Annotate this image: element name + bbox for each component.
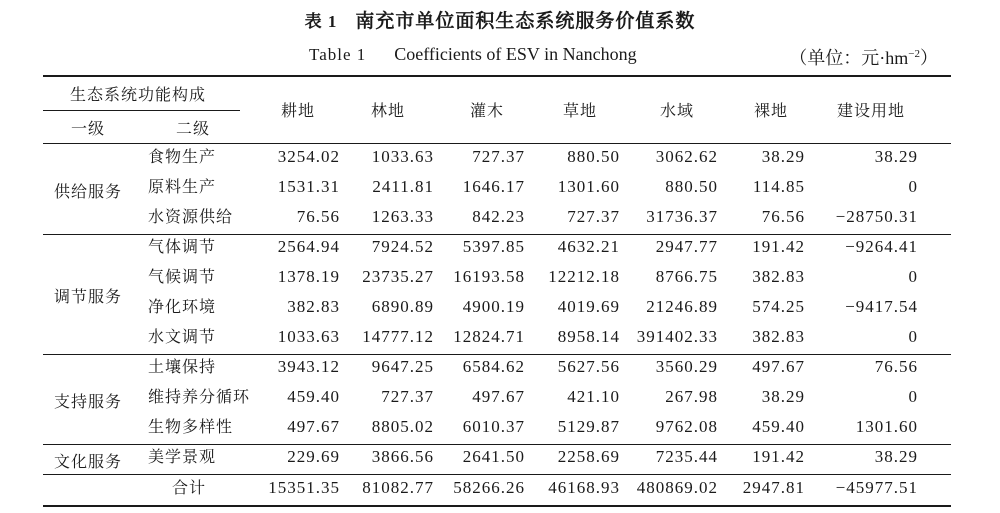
row-label: 水文调节 xyxy=(148,327,217,346)
table-cell: 7924.52 xyxy=(371,237,434,256)
table-cell: 459.40 xyxy=(752,417,805,436)
row-label: 气候调节 xyxy=(148,267,217,286)
column-header: 耕地 xyxy=(280,101,315,120)
total-cell: 480869.02 xyxy=(636,478,718,497)
table-cell: 2411.81 xyxy=(372,177,434,196)
table-cell: 6890.89 xyxy=(371,297,434,316)
table-cell: 9762.08 xyxy=(655,417,718,436)
table-cell: 459.40 xyxy=(287,387,340,406)
unit-suffix: ） xyxy=(920,48,938,68)
table-title-en xyxy=(309,44,637,65)
table-cell: 21246.89 xyxy=(646,297,718,316)
table-cell: 191.42 xyxy=(752,237,805,256)
table-cell: 31736.37 xyxy=(646,207,718,226)
table-title-en-text: Coefficients of ESV in Nanchong xyxy=(394,44,637,64)
table-cell: 421.10 xyxy=(567,387,620,406)
table-cell: 114.85 xyxy=(752,177,805,196)
table-cell: 76.56 xyxy=(761,207,805,226)
row-label: 气体调节 xyxy=(148,237,217,256)
group-divider xyxy=(43,444,951,445)
table-cell: 3560.29 xyxy=(655,357,718,376)
group-label: 支持服务 xyxy=(54,392,123,411)
table-cell: 382.83 xyxy=(752,327,805,346)
table-cell: 0 xyxy=(908,327,918,346)
table-cell: 12212.18 xyxy=(548,267,620,286)
table-cell: 12824.71 xyxy=(453,327,525,346)
row-label: 水资源供给 xyxy=(148,207,234,226)
table-cell: 497.67 xyxy=(752,357,805,376)
table-cell: 229.69 xyxy=(287,447,340,466)
table-cell: 0 xyxy=(908,267,918,286)
total-cell: −45977.51 xyxy=(835,478,918,497)
table-cell: 267.98 xyxy=(665,387,718,406)
row-label: 食物生产 xyxy=(148,147,217,166)
table-cell: 382.83 xyxy=(287,297,340,316)
group-divider xyxy=(43,474,951,475)
table-cell: 3254.02 xyxy=(277,147,340,166)
table-cell: 4632.21 xyxy=(557,237,620,256)
table-cell: 497.67 xyxy=(472,387,525,406)
column-header: 草地 xyxy=(562,101,597,120)
table-cell: 38.29 xyxy=(874,147,918,166)
table-cell: 880.50 xyxy=(567,147,620,166)
table-cell: 6584.62 xyxy=(462,357,525,376)
group-label: 调节服务 xyxy=(54,287,123,306)
table-cell: 1646.17 xyxy=(462,177,525,196)
total-label: 合计 xyxy=(172,478,207,497)
table-cell: 3062.62 xyxy=(655,147,718,166)
table-cell: 574.25 xyxy=(752,297,805,316)
table-cell: 5129.87 xyxy=(557,417,620,436)
table-cell: 2641.50 xyxy=(462,447,525,466)
table-cell: 16193.58 xyxy=(453,267,525,286)
column-header: 林地 xyxy=(370,101,405,120)
table-cell: 727.37 xyxy=(567,207,620,226)
total-cell: 2947.81 xyxy=(742,478,805,497)
table-cell: 7235.44 xyxy=(655,447,718,466)
unit-exponent: −2 xyxy=(908,48,920,60)
table-cell: 1378.19 xyxy=(277,267,340,286)
header-level2: 二级 xyxy=(176,119,211,138)
table-cell: 0 xyxy=(908,387,918,406)
table-cell: −9417.54 xyxy=(845,297,918,316)
table-bottom-rule xyxy=(43,505,951,507)
table-cell: 0 xyxy=(908,177,918,196)
row-label: 生物多样性 xyxy=(148,417,234,436)
column-header: 水域 xyxy=(659,101,694,120)
table-cell: 1263.33 xyxy=(371,207,434,226)
table-cell: 1301.60 xyxy=(855,417,918,436)
table-cell: 14777.12 xyxy=(362,327,434,346)
row-label: 原料生产 xyxy=(148,177,217,196)
table-number-cn: 表 1 xyxy=(304,12,338,31)
unit-label xyxy=(789,44,938,70)
table-cell: 2947.77 xyxy=(655,237,718,256)
table-cell: 2258.69 xyxy=(557,447,620,466)
table-cell: 1033.63 xyxy=(277,327,340,346)
table-cell: 191.42 xyxy=(752,447,805,466)
table-cell: 727.37 xyxy=(472,147,525,166)
table-cell: 23735.27 xyxy=(362,267,434,286)
column-header: 灌木 xyxy=(469,101,504,120)
header-bottom-rule xyxy=(43,143,951,144)
table-cell: 842.23 xyxy=(472,207,525,226)
total-cell: 15351.35 xyxy=(268,478,340,497)
table-cell: 1301.60 xyxy=(557,177,620,196)
table-title-cn-text: 南充市单位面积生态系统服务价值系数 xyxy=(355,10,696,32)
group-label: 供给服务 xyxy=(54,182,123,201)
table-cell: 3866.56 xyxy=(371,447,434,466)
table-cell: 8958.14 xyxy=(557,327,620,346)
group-divider xyxy=(43,234,951,235)
table-cell: 497.67 xyxy=(287,417,340,436)
table-top-rule xyxy=(43,75,951,77)
table-cell: 4019.69 xyxy=(557,297,620,316)
table-cell: 880.50 xyxy=(665,177,718,196)
row-label: 净化环境 xyxy=(148,297,217,316)
table-number-en: Table 1 xyxy=(309,45,367,64)
row-label: 土壤保持 xyxy=(148,357,217,376)
group-label: 文化服务 xyxy=(54,452,123,471)
table-cell: 1033.63 xyxy=(371,147,434,166)
table-cell: 6010.37 xyxy=(462,417,525,436)
table-cell: 38.29 xyxy=(874,447,918,466)
table-cell: 8766.75 xyxy=(655,267,718,286)
table-cell: 5397.85 xyxy=(462,237,525,256)
table-cell: 5627.56 xyxy=(557,357,620,376)
table-cell: −9264.41 xyxy=(845,237,918,256)
table-cell: 38.29 xyxy=(761,387,805,406)
table-cell: 391402.33 xyxy=(636,327,718,346)
row-label: 维持养分循环 xyxy=(148,387,251,406)
table-cell: 38.29 xyxy=(761,147,805,166)
table-cell: 1531.31 xyxy=(277,177,340,196)
column-header: 裸地 xyxy=(753,101,788,120)
table-title-cn xyxy=(0,6,1000,33)
table-cell: 3943.12 xyxy=(277,357,340,376)
row-label: 美学景观 xyxy=(148,447,217,466)
header-group-underline xyxy=(43,110,240,111)
table-cell: 2564.94 xyxy=(277,237,340,256)
total-cell: 46168.93 xyxy=(548,478,620,497)
table-cell: 76.56 xyxy=(874,357,918,376)
unit-prefix: （单位：元·hm xyxy=(789,48,909,68)
column-header: 建设用地 xyxy=(836,101,905,120)
group-divider xyxy=(43,354,951,355)
header-level1: 一级 xyxy=(71,119,106,138)
table-cell: 9647.25 xyxy=(371,357,434,376)
table-cell: 727.37 xyxy=(381,387,434,406)
table-cell: 76.56 xyxy=(296,207,340,226)
table-cell: 8805.02 xyxy=(371,417,434,436)
total-cell: 58266.26 xyxy=(453,478,525,497)
header-group-label: 生态系统功能构成 xyxy=(70,85,207,104)
table-cell: 382.83 xyxy=(752,267,805,286)
total-cell: 81082.77 xyxy=(362,478,434,497)
table-cell: −28750.31 xyxy=(835,207,918,226)
table-cell: 4900.19 xyxy=(462,297,525,316)
